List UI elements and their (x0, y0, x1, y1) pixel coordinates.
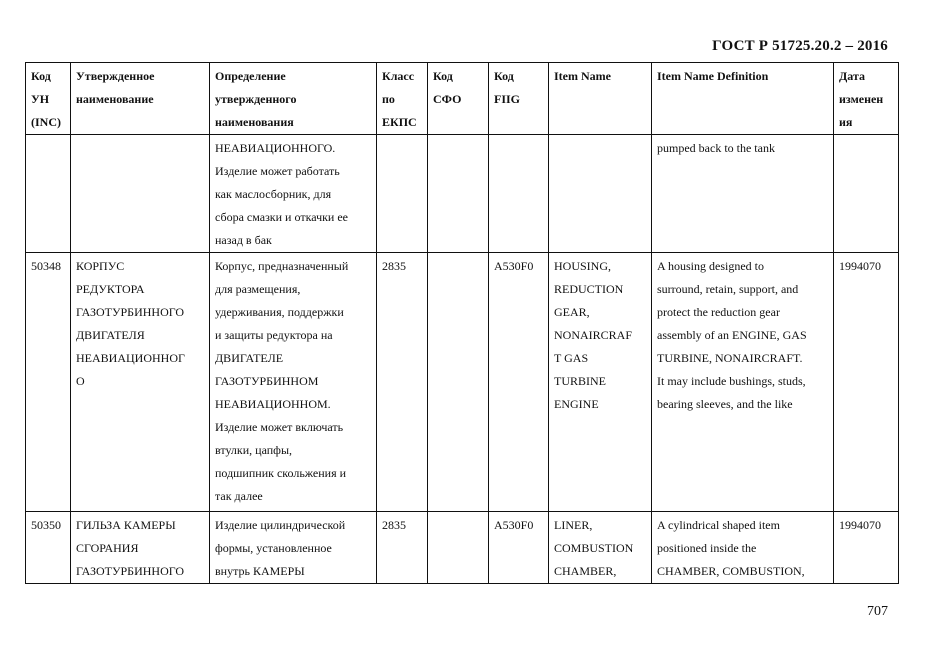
cell-name (71, 512, 210, 584)
cell-item-name (549, 135, 652, 253)
cell-line: ГАЗОТУРБИННОГО (76, 564, 185, 578)
cell-line: КОРПУС (76, 259, 125, 273)
cell-class (377, 512, 428, 584)
cell-line: О (76, 374, 85, 388)
cell-definition (210, 135, 377, 253)
cell-line: НЕАВИАЦИОННОГ (76, 351, 185, 365)
cell-line: CHAMBER, COMBUSTION, (657, 564, 805, 578)
cell-line: сбора смазки и откачки ее (215, 210, 349, 224)
cell-inc (26, 512, 71, 584)
cell-line: bearing sleeves, and the like (657, 397, 793, 411)
cell-date (834, 512, 899, 584)
cell-name (71, 253, 210, 512)
cell-line: изменен (839, 92, 884, 106)
cell-line: так далее (215, 489, 263, 503)
cell-line: 1994070 (839, 518, 881, 532)
cell-line: Утвержденное (76, 69, 155, 83)
cell-line: Item Name (554, 69, 611, 83)
document-title: ГОСТ Р 51725.20.2 – 2016 (712, 38, 888, 54)
table-header-row (26, 63, 899, 135)
cell-item-definition (652, 253, 834, 512)
cell-line: ДВИГАТЕЛЯ (76, 328, 145, 342)
cell-line: для размещения, (215, 282, 301, 296)
cell-line: ГИЛЬЗА КАМЕРЫ (76, 518, 176, 532)
cell-line: A housing designed to (657, 259, 764, 273)
cell-line: ГАЗОТУРБИННОГО (76, 305, 185, 319)
table-row (26, 253, 899, 512)
cell-line: втулки, цапфы, (215, 443, 293, 457)
header-definition (210, 63, 377, 135)
cell-class (377, 253, 428, 512)
cell-line: assembly of an ENGINE, GAS (657, 328, 807, 342)
cell-line: Код (31, 69, 51, 83)
cell-line: Изделие цилиндрической (215, 518, 346, 532)
table-row (26, 135, 899, 253)
cell-line: подшипник скольжения и (215, 466, 347, 480)
cell-line: Определение (215, 69, 286, 83)
cell-line: 1994070 (839, 259, 881, 273)
cell-fiig (489, 135, 549, 253)
cell-line: surround, retain, support, and (657, 282, 799, 296)
cell-sfo (428, 135, 489, 253)
cell-line: внутрь КАМЕРЫ (215, 564, 305, 578)
cell-line: по (382, 92, 395, 106)
catalog-table (25, 62, 899, 584)
cell-line: TURBINE, NONAIRCRAFT. (657, 351, 803, 365)
header-item-definition (652, 63, 834, 135)
cell-line: HOUSING, (554, 259, 611, 273)
cell-line: наименования (215, 115, 294, 129)
cell-line: назад в бак (215, 233, 272, 247)
cell-line: Код (433, 69, 453, 83)
cell-fiig (489, 512, 549, 584)
cell-line: LINER, (554, 518, 593, 532)
cell-line: It may include bushings, studs, (657, 374, 806, 388)
header-sfo (428, 63, 489, 135)
cell-line: COMBUSTION (554, 541, 634, 555)
cell-line: удерживания, поддержки (215, 305, 344, 319)
cell-line: и защиты редуктора на (215, 328, 333, 342)
cell-line: (INC) (31, 115, 61, 129)
cell-line: как маслосборник, для (215, 187, 332, 201)
header-inc (26, 63, 71, 135)
cell-line: ДВИГАТЕЛЕ (215, 351, 284, 365)
cell-item-name (549, 512, 652, 584)
cell-line: 50348 (31, 259, 61, 273)
cell-line: Корпус, предназначенный (215, 259, 349, 273)
cell-line: 2835 (382, 259, 406, 273)
header-date (834, 63, 899, 135)
header-item-name (549, 63, 652, 135)
cell-line: наименование (76, 92, 154, 106)
cell-line: Код (494, 69, 514, 83)
cell-definition (210, 253, 377, 512)
cell-line: A cylindrical shaped item (657, 518, 780, 532)
cell-inc (26, 135, 71, 253)
cell-line: Item Name Definition (657, 69, 769, 83)
table-row (26, 512, 899, 584)
cell-item-name (549, 253, 652, 512)
cell-sfo (428, 253, 489, 512)
cell-line: FIIG (494, 92, 521, 106)
cell-line: НЕАВИАЦИОННОМ. (215, 397, 331, 411)
cell-line: СГОРАНИЯ (76, 541, 139, 555)
cell-class (377, 135, 428, 253)
cell-line: REDUCTION (554, 282, 624, 296)
header-class (377, 63, 428, 135)
cell-line: СФО (433, 92, 462, 106)
cell-line: positioned inside the (657, 541, 757, 555)
cell-line: TURBINE (554, 374, 606, 388)
cell-date (834, 135, 899, 253)
cell-definition (210, 512, 377, 584)
cell-line: GEAR, (554, 305, 590, 319)
cell-line: 2835 (382, 518, 406, 532)
cell-line: 50350 (31, 518, 61, 532)
cell-line: A530F0 (494, 518, 534, 532)
cell-line: ЕКПС (382, 115, 417, 129)
cell-line: Изделие может работать (215, 164, 340, 178)
cell-line: pumped back to the tank (657, 141, 775, 155)
cell-line: утвержденного (215, 92, 297, 106)
cell-sfo (428, 512, 489, 584)
cell-line: Класс (382, 69, 415, 83)
cell-line: A530F0 (494, 259, 534, 273)
cell-fiig (489, 253, 549, 512)
cell-date (834, 253, 899, 512)
cell-line: T GAS (554, 351, 589, 365)
cell-line: NONAIRCRAF (554, 328, 633, 342)
cell-line: РЕДУКТОРА (76, 282, 145, 296)
cell-line: формы, установленное (215, 541, 332, 555)
cell-line: Дата (839, 69, 865, 83)
header-fiig (489, 63, 549, 135)
cell-line: protect the reduction gear (657, 305, 780, 319)
cell-line: УН (31, 92, 50, 106)
cell-name (71, 135, 210, 253)
cell-line: CHAMBER, (554, 564, 617, 578)
cell-inc (26, 253, 71, 512)
cell-line: НЕАВИАЦИОННОГО. (215, 141, 336, 155)
cell-line: Изделие может включать (215, 420, 344, 434)
cell-line: ENGINE (554, 397, 599, 411)
page-number: 707 (867, 604, 888, 619)
cell-line: ГАЗОТУРБИННОМ (215, 374, 319, 388)
cell-line: ия (839, 115, 853, 129)
header-approved-name (71, 63, 210, 135)
cell-item-definition (652, 512, 834, 584)
cell-item-definition (652, 135, 834, 253)
